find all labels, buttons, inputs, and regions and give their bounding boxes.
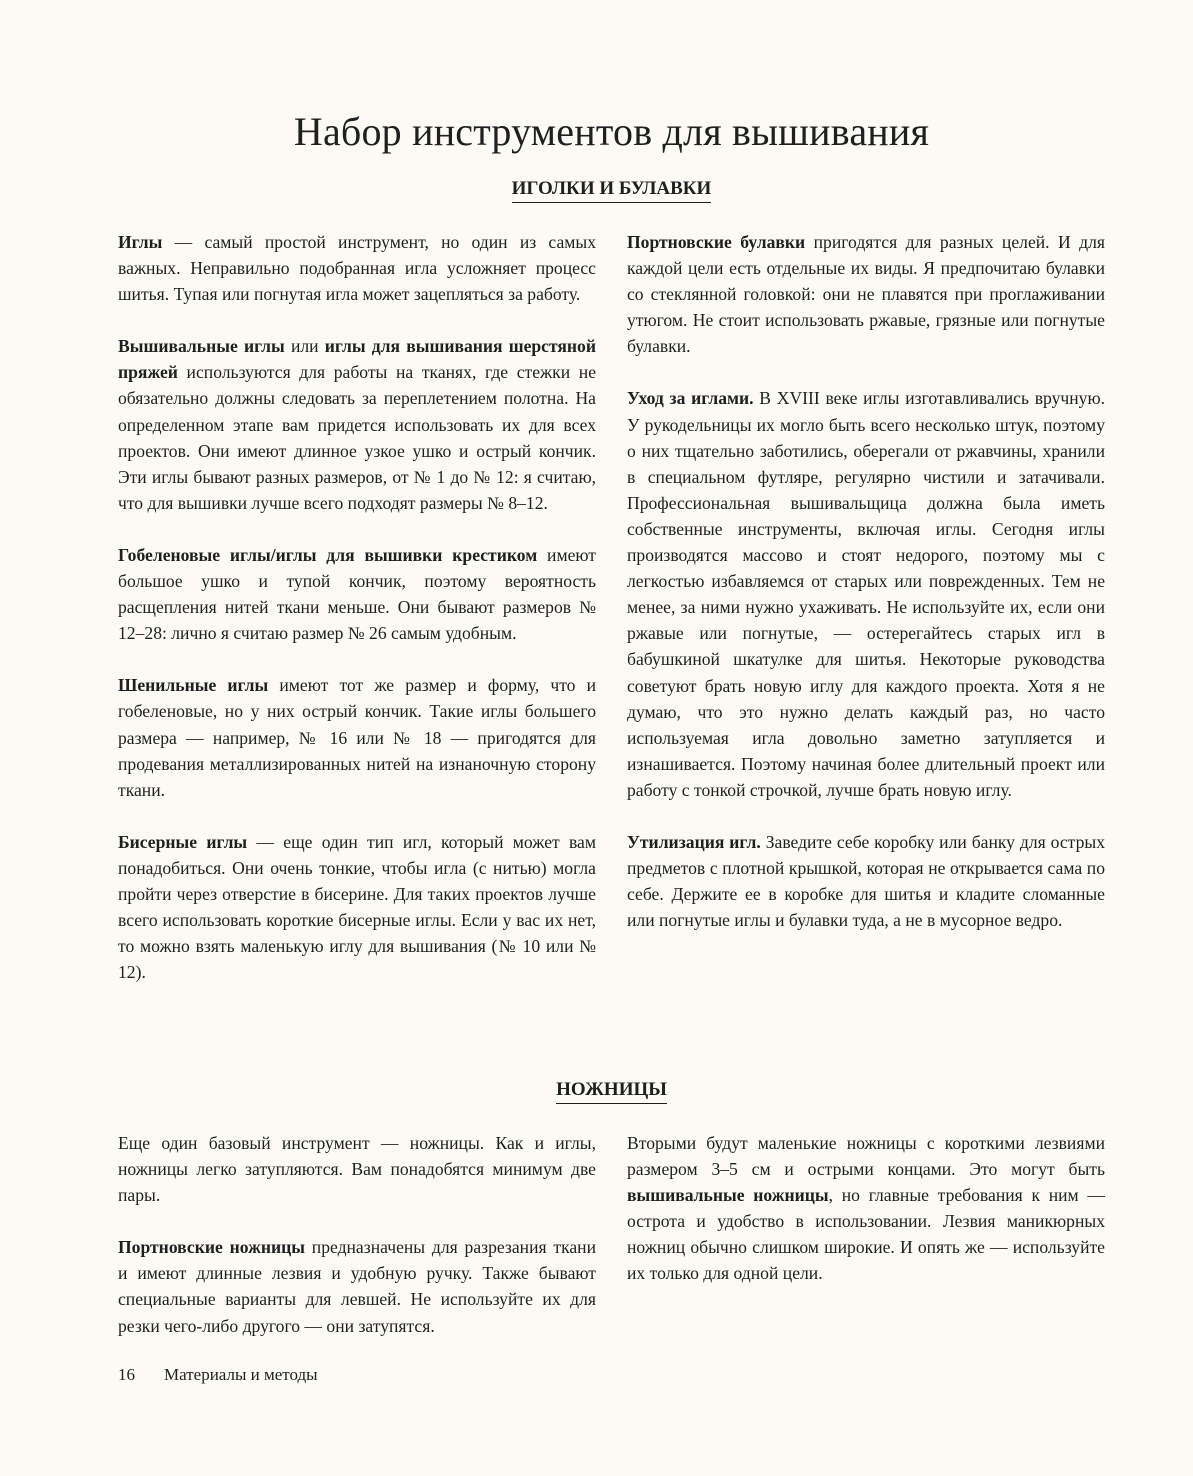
scissors-right-column (627, 1130, 1105, 1287)
paragraph-needles (118, 229, 596, 307)
paragraph-needle-disposal (627, 829, 1105, 933)
paragraph-text: имеют большое ушко и тупой кончик, поэтому вероятность расщепления нитей ткани меньше. Они бывают размеров № 12–28: лично я считаю размер № 26 самым удобным. (118, 544, 596, 644)
paragraph-text: , но главные требования к ним — острота и удобство в использовании. Лезвия маникюрных ножниц обычно слишком широкие. И опять же — используйте их только для одной цели. (627, 1185, 1105, 1284)
paragraph-text: — самый простой инструмент, но один из самых важных. Неправильно подобранная игла усложняет процесс шитья. Тупая или погнутая игла может зацепляться за работу. (118, 232, 596, 305)
paragraph-text: пригодятся для разных целей. И для каждой цели есть отдельные их виды. Я предпочитаю булавки со стеклянной головкой: они не плавятся при проглаживании утюгом. Не стоит использовать ржавые, грязные или погнутые булавки. (627, 232, 1105, 357)
term-needles: Иглы (118, 232, 163, 252)
page-footer (118, 1363, 318, 1387)
paragraph-embroidery-scissors (627, 1130, 1105, 1287)
chapter-title: Материалы и методы (164, 1365, 318, 1384)
needles-left-column (118, 229, 596, 985)
needles-right-column (627, 229, 1105, 933)
paragraph-embroidery-needles (118, 333, 596, 516)
paragraph-text: Заведите себе коробку или банку для острых предметов с плотной крышкой, которая не открывается сама по себе. Держите ее в коробке для шитья и кладите сломанные или погнутые иглы и булавки туда, а не в мусорное ведро. (627, 831, 1105, 931)
paragraph-tailor-scissors (118, 1234, 596, 1338)
term-embroidery-needles: Вышивальные иглы (118, 336, 285, 357)
paragraph-text: или (284, 336, 325, 357)
paragraph-text: — еще один тип игл, который может вам понадобиться. Они очень тонкие, чтобы игла (с нитью) могла пройти через отверстие в бисерине. Для таких проектов лучше всего использовать короткие бисерные иглы. Если у вас их нет, то можно взять маленькую иглу для вышивания (№ 10 или № 12). (118, 831, 596, 983)
paragraph-beading-needles (118, 829, 596, 986)
term-chenille-needles: Шенильные иглы (118, 675, 269, 696)
section-heading-needles (0, 177, 1193, 203)
section-heading-needles-text: ИГОЛКИ И БУЛАВКИ (512, 177, 712, 203)
paragraph-tapestry-needles (118, 542, 596, 646)
paragraph-text: используются для работы на тканях, где стежки не обязательно должны следовать за переплетением полотна. На определенном этапе вам придется использовать их для всех проектов. Они имеют длинное узкое ушко и острый кончик. Эти иглы бывают разных размеров, от № 1 до № 12: я считаю, что для вышивки лучше всего подходят размеры № 8–12. (118, 362, 596, 513)
paragraph-needle-care (627, 385, 1105, 803)
paragraph-text: В XVIII веке иглы изготавливались вручную. У рукодельницы их могло быть всего несколько штук, поэтому о них тщательно заботились, оберегали от ржавчины, хранили в специальном футляре, регулярно чистили и затачивали. Профессиональная вышивальщица должна была иметь собственные инструменты, включая иглы. Сегодня иглы производятся массово и стоят недорого, поэтому мы с легкостью избавляемся от старых или поврежденных. Тем не менее, за ними нужно ухаживать. Не используйте их, если они ржавые или погнутые, — остерегайтесь старых игл в бабушкиной шкатулке для шитья. Некоторые руководства советуют брать новую иглу для каждого проекта. Хотя я не думаю, что это нужно делать каждый раз, но часто используемая игла довольно заметно затупляется и изнашивается. Поэтому начиная более длительный проект или работу с тонкой строчкой, лучше брать новую иглу. (627, 388, 1105, 800)
term-tapestry-needles: Гобеленовые иглы/иглы для вышивки крестиком (118, 544, 538, 565)
paragraph-scissors-intro (118, 1130, 596, 1208)
term-wool-needles: иглы для вышивания шерстяной пряжей (118, 336, 596, 383)
term-tailor-scissors: Портновские ножницы (118, 1237, 305, 1258)
paragraph-text: имеют тот же размер и форму, что и гобеленовые, но у них острый кончик. Такие иглы большего размера — например, № 16 или № 18 — пригодятся для продевания металлизированных нитей на изнаночную сторону ткани. (118, 675, 597, 800)
term-needle-care: Уход за иглами. (627, 388, 754, 409)
term-embroidery-scissors: вышивальные ножницы (627, 1185, 829, 1206)
scissors-left-column (118, 1130, 596, 1339)
page-title: Набор инструментов для вышивания (293, 109, 930, 154)
term-pins: Портновские булавки (627, 232, 806, 252)
section-heading-scissors (0, 1078, 1193, 1104)
paragraph-pins (627, 229, 1105, 359)
page-number: 16 (118, 1365, 135, 1384)
paragraph-chenille-needles (118, 672, 596, 802)
term-needle-disposal: Утилизация игл. (627, 831, 761, 852)
paragraph-text: Вторыми будут маленькие ножницы с короткими лезвиями размером 3–5 см и острыми концами. Это могут быть (627, 1133, 1105, 1180)
paragraph-text: Еще один базовый инструмент — ножницы. Как и иглы, ножницы легко затупляются. Вам понадобятся минимум две пары. (118, 1133, 596, 1206)
section-heading-scissors-text: НОЖНИЦЫ (556, 1078, 667, 1104)
term-beading-needles: Бисерные иглы (118, 831, 248, 852)
paragraph-text: предназначены для разрезания ткани и имеют длинные лезвия и удобную ручку. Также бывают специальные варианты для левшей. Не используйте их для резки чего-либо другого — они затупятся. (118, 1237, 596, 1336)
